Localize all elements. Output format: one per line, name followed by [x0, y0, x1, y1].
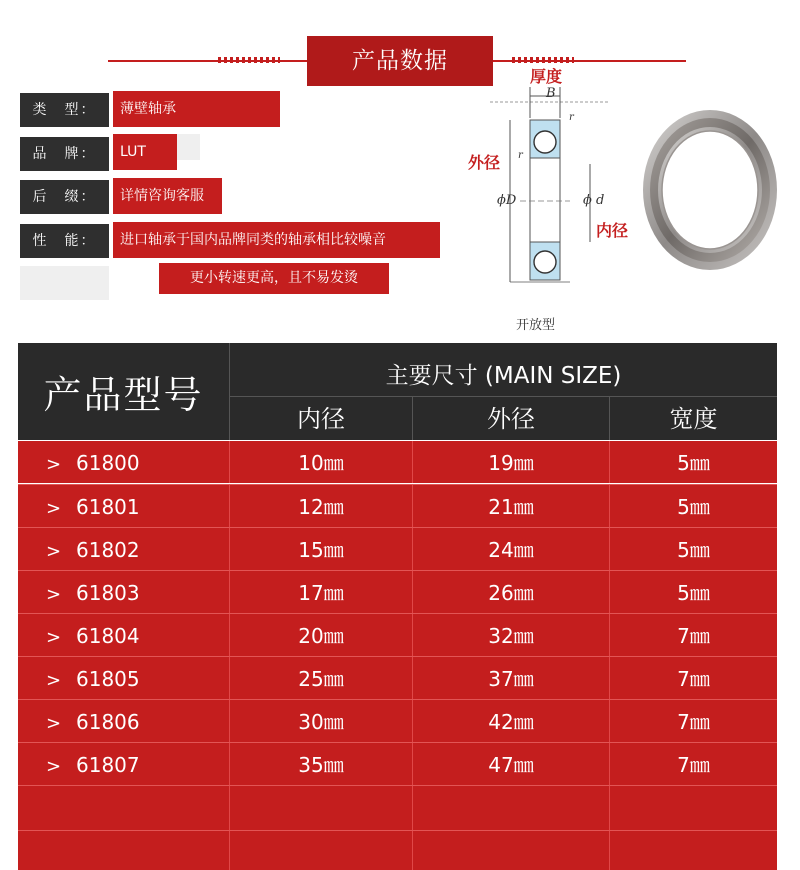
- row-model: 61802: [76, 538, 140, 562]
- table-row-empty: [18, 786, 777, 830]
- chevron-right-icon: >: [46, 454, 62, 475]
- cell-divider: [229, 786, 230, 830]
- info-label-performance: 性 能：: [20, 224, 109, 258]
- info-value-performance: 进口轴承于国内品牌同类的轴承相比较噪音: [113, 222, 440, 258]
- info-performance-spacer: [20, 266, 109, 300]
- cell-divider: [609, 485, 610, 527]
- table-header: [18, 343, 777, 440]
- row-outer: 42㎜: [488, 710, 534, 734]
- row-width: 7㎜: [677, 710, 710, 734]
- row-inner: 15㎜: [298, 538, 344, 562]
- row-model: 61803: [76, 581, 140, 605]
- chevron-right-icon: >: [46, 541, 62, 562]
- info-value-performance-continued: 更小转速更高，且不易发烫: [159, 263, 389, 294]
- info-value-type: 薄壁轴承: [113, 91, 280, 127]
- row-inner: 10㎜: [298, 451, 344, 475]
- diagram-symbol-r-top: r: [569, 112, 574, 123]
- row-width: 5㎜: [677, 581, 710, 605]
- cell-divider: [412, 786, 413, 830]
- header-divider: [609, 397, 610, 440]
- row-width: 5㎜: [677, 451, 710, 475]
- cell-divider: [412, 657, 413, 699]
- row-width: 7㎜: [677, 667, 710, 691]
- chevron-right-icon: >: [46, 756, 62, 777]
- diagram-symbol-outer-d: ϕD: [497, 193, 517, 208]
- cell-divider: [609, 657, 610, 699]
- chevron-right-icon: >: [46, 498, 62, 519]
- row-inner: 20㎜: [298, 624, 344, 648]
- bearing-cross-section-diagram: [490, 82, 610, 302]
- table-row: [18, 571, 777, 613]
- row-inner: 35㎜: [298, 753, 344, 777]
- cell-divider: [412, 485, 413, 527]
- table-row: [18, 743, 777, 785]
- cell-divider: [412, 528, 413, 570]
- table-row-empty: [18, 831, 777, 870]
- cell-divider: [229, 485, 230, 527]
- cell-divider: [229, 571, 230, 613]
- diagram-label-outer-diameter: 外径: [468, 153, 501, 172]
- cell-divider: [609, 441, 610, 483]
- cell-divider: [229, 614, 230, 656]
- cell-divider: [229, 700, 230, 742]
- info-label-type: 类 型：: [20, 93, 109, 127]
- row-inner: 12㎜: [298, 495, 344, 519]
- diagram-symbol-r-side: r: [518, 150, 523, 161]
- table-row: [18, 441, 777, 483]
- cell-divider: [609, 743, 610, 785]
- header-product-model: 产品型号: [43, 373, 204, 417]
- row-model: 61801: [76, 495, 140, 519]
- bearing-photo: [640, 106, 780, 274]
- cell-divider: [609, 786, 610, 830]
- cell-divider: [412, 571, 413, 613]
- header-width: 宽度: [669, 405, 718, 433]
- row-width: 5㎜: [677, 538, 710, 562]
- cell-divider: [609, 700, 610, 742]
- row-outer: 47㎜: [488, 753, 534, 777]
- chevron-right-icon: >: [46, 584, 62, 605]
- row-model: 61806: [76, 710, 140, 734]
- cell-divider: [229, 441, 230, 483]
- info-brand-spacer: [177, 134, 200, 160]
- row-model: 61800: [76, 451, 140, 475]
- chevron-right-icon: >: [46, 713, 62, 734]
- row-outer: 32㎜: [488, 624, 534, 648]
- cell-divider: [412, 700, 413, 742]
- header-divider: [412, 397, 413, 440]
- cell-divider: [609, 571, 610, 613]
- cell-divider: [229, 831, 230, 870]
- table-row: [18, 657, 777, 699]
- row-width: 7㎜: [677, 753, 710, 777]
- row-inner: 30㎜: [298, 710, 344, 734]
- cell-divider: [229, 657, 230, 699]
- header-divider: [229, 343, 230, 440]
- section-title: 产品数据: [307, 36, 493, 86]
- cell-divider: [412, 831, 413, 870]
- header-inner-diameter: 内径: [297, 405, 345, 433]
- chevron-right-icon: >: [46, 670, 62, 691]
- header-outer-diameter: 外径: [487, 405, 535, 433]
- row-outer: 26㎜: [488, 581, 534, 605]
- cell-divider: [609, 831, 610, 870]
- row-width: 5㎜: [677, 495, 710, 519]
- info-value-suffix: 详情咨询客服: [113, 178, 222, 214]
- info-label-suffix: 后 缀：: [20, 180, 109, 214]
- table-row: [18, 485, 777, 527]
- row-model: 61807: [76, 753, 140, 777]
- chevron-right-icon: >: [46, 627, 62, 648]
- row-outer: 21㎜: [488, 495, 534, 519]
- cell-divider: [412, 743, 413, 785]
- diagram-caption: 开放型: [516, 318, 556, 333]
- row-inner: 17㎜: [298, 581, 344, 605]
- row-outer: 19㎜: [488, 451, 534, 475]
- diagram-label-thickness: 厚度: [530, 67, 563, 86]
- cell-divider: [412, 441, 413, 483]
- cell-divider: [229, 528, 230, 570]
- diagram-symbol-inner-d: ϕ d: [583, 193, 605, 208]
- table-row: [18, 614, 777, 656]
- cell-divider: [229, 743, 230, 785]
- header-main-size: 主要尺寸 (MAIN SIZE): [385, 363, 622, 389]
- table-row: [18, 700, 777, 742]
- header-dash-right: [512, 57, 574, 63]
- header-divider: [230, 396, 777, 397]
- diagram-label-inner-diameter: 内径: [596, 221, 629, 240]
- info-value-brand: LUT: [113, 134, 177, 170]
- row-model: 61805: [76, 667, 140, 691]
- table-row: [18, 528, 777, 570]
- row-outer: 37㎜: [488, 667, 534, 691]
- header-dash-left: [218, 57, 280, 63]
- cell-divider: [412, 614, 413, 656]
- cell-divider: [609, 528, 610, 570]
- diagram-symbol-b: B: [546, 86, 556, 101]
- row-width: 7㎜: [677, 624, 710, 648]
- row-outer: 24㎜: [488, 538, 534, 562]
- cell-divider: [609, 614, 610, 656]
- row-model: 61804: [76, 624, 140, 648]
- info-label-brand: 品 牌：: [20, 137, 109, 171]
- row-inner: 25㎜: [298, 667, 344, 691]
